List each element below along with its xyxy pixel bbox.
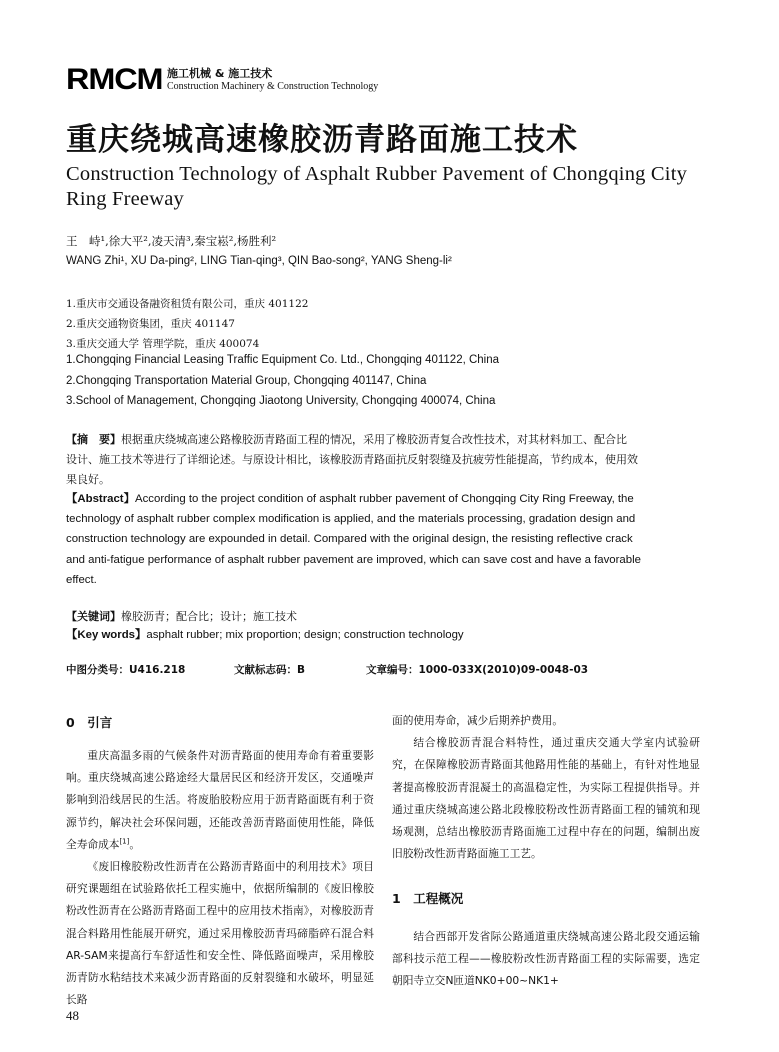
abstract-cn-line-1: 根据重庆绕城高速公路橡胶沥青路面工程的情况，采用了橡胶沥青复合改性技术，对其材料加工、配合比 <box>121 433 627 446</box>
affiliation-cn-1: 1.重庆市交通设备融资租赁有限公司，重庆 401122 <box>66 298 309 310</box>
left-paragraph-2: 《废旧橡胶粉改性沥青在公路沥青路面中的利用技术》项目研究课题组在试验路依托工程实施中，依据所编制的《废旧橡胶粉改性沥青在公路沥青路面工程中的应用技术指南》，对橡胶沥青混合料路用性能展开研究，通过采用橡胶沥青玛碲脂碎石混合料AR-SAM来提高行车舒适性和安全性、降低路面噪声，采用橡胶沥青防水粘结技术来减少沥青路面的反射裂缝和水破坏，明显延长路 <box>66 860 374 1007</box>
affiliation-en-1: 1.Chongqing Financial Leasing Traffic Equipment Co. Ltd., Chongqing 401122, China <box>66 354 500 366</box>
journal-header <box>66 64 486 96</box>
journal-name-en: Construction Machinery & Construction Technology <box>167 81 379 92</box>
affiliation-cn-2: 2.重庆交通物资集团，重庆 401147 <box>66 318 235 330</box>
keywords-en <box>66 626 464 644</box>
affiliations-cn <box>66 294 308 354</box>
right-paragraph-0: 面的使用寿命，减少后期养护费用。 <box>392 714 564 727</box>
document-code: 文献标志码：B <box>234 664 306 676</box>
paper-title-en: Construction Technology of Asphalt Rubber Pavement of Chongqing City Ring Freeway <box>66 163 688 210</box>
affiliations-en <box>66 350 499 412</box>
right-column-lower <box>392 926 700 993</box>
article-number: 文章编号：1000-033X(2010)09-0048-03 <box>366 664 589 676</box>
abstract-en-line-3: construction technology are expounded in detail. Compared with the original design, the resisting reflective crack <box>66 533 633 546</box>
section-heading-1: 1 工程概况 <box>392 891 464 906</box>
citation-ref: [1] <box>119 837 130 846</box>
affiliation-cn-3: 3.重庆交通大学 管理学院，重庆 400074 <box>66 338 260 350</box>
left-column <box>66 745 374 1011</box>
abstract-en-line-1: According to the project condition of asphalt rubber pavement of Chongqing City Ring Freeway, the <box>135 493 634 505</box>
abstract-en-line-5: effect. <box>66 573 97 586</box>
left-paragraph-1-end: 。 <box>129 837 141 851</box>
keywords-en-label: 【Key words】 <box>66 629 147 641</box>
abstract-en-label: 【Abstract】 <box>66 493 135 505</box>
right-paragraph-1: 结合橡胶沥青混合料特性，通过重庆交通大学室内试验研究，在保障橡胶沥青路面其他路用性能的基础上，有针对性地显著提高橡胶沥青混凝土的高温稳定性，为实际工程提供指导。并通过重庆绕城高速公路北段橡胶粉改性沥青路面工程的铺筑和现场观测，总结出橡胶沥青路面施工过程中存在的问题，编制出废旧胶粉改性沥青路面施工工艺。 <box>392 736 700 861</box>
abstract-cn-line-3: 果良好。 <box>66 473 110 486</box>
authors-cn: 王 峙¹,徐大平²,凌天清³,秦宝崧²,杨胜利² <box>66 234 277 248</box>
journal-logo: RMCM <box>66 63 163 96</box>
keywords-cn-text: 橡胶沥青；配合比；设计；施工技术 <box>121 610 297 623</box>
affiliation-en-2: 2.Chongqing Transportation Material Group, Chongqing 401147, China <box>66 374 427 387</box>
abstract-cn-line-2: 设计、施工技术等进行了详细论述。与原设计相比，该橡胶沥青路面抗反射裂缝及抗疲劳性能提高，节约成本，使用效 <box>66 453 638 466</box>
keywords-en-text: asphalt rubber; mix proportion; design; construction technology <box>146 629 464 641</box>
abstract-en <box>66 489 702 590</box>
left-paragraph-1 <box>66 745 374 856</box>
authors-en: WANG Zhi¹, XU Da-ping², LING Tian-qing³, QIN Bao-song², YANG Sheng-li² <box>66 255 452 267</box>
journal-name-cn: 施工机械 & 施工技术 <box>167 67 273 80</box>
clc-number: 中图分类号：U416.218 <box>66 664 186 676</box>
right-column <box>392 710 700 865</box>
keywords-cn <box>66 608 297 626</box>
left-paragraph-1-text: 重庆高温多雨的气候条件对沥青路面的使用寿命有着重要影响。重庆绕城高速公路途经大量居民区和经济开发区，交通噪声影响到沿线居民的生活。将废胎胶粉应用于沥青路面既有利于资源节约，解决社会环保问题，还能改善沥青路面使用性能，降低全寿命成本 <box>66 749 374 851</box>
article-meta <box>66 661 716 679</box>
paper-title-cn: 重庆绕城高速橡胶沥青路面施工技术 <box>66 122 578 158</box>
keywords-cn-label: 【关键词】 <box>66 610 121 623</box>
abstract-en-line-4: and anti-fatigue performance of asphalt rubber pavement are improved, which can save cost and have a favorable <box>66 553 641 566</box>
section-heading-0: 0 引言 <box>66 715 113 730</box>
abstract-en-line-2: technology of asphalt rubber complex modification is applied, and the materials processing, gradation design and <box>66 513 636 526</box>
abstract-cn <box>66 430 702 490</box>
affiliation-en-3: 3.School of Management, Chongqing Jiaotong University, Chongqing 400074, China <box>66 395 496 407</box>
abstract-cn-label: 【摘 要】 <box>66 433 121 446</box>
right-paragraph-2: 结合西部开发省际公路通道重庆绕城高速公路北段交通运输部科技示范工程——橡胶粉改性沥青路面工程的实际需要，选定朝阳寺立交N匝道NK0+00~NK1+ <box>392 930 700 988</box>
page-number: 48 <box>66 1008 79 1023</box>
